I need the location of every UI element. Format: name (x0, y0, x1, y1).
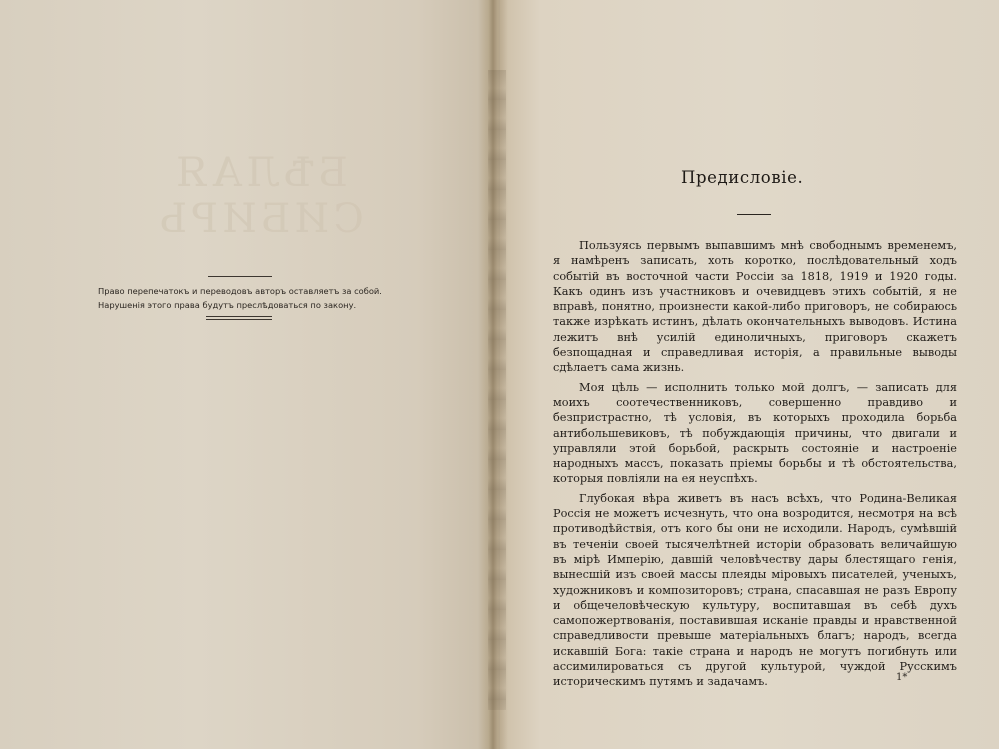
paragraph: Глубокая вѣра живетъ въ насъ всѣхъ, что Родина-Великая Россія не можетъ исчезнуть, что она возродится, несмотря на всѣ противодѣйствія, отъ кого бы они не исходили. Народъ, сумѣвшій въ теченіи своей тысячелѣтней исторіи образовать величайшую въ мірѣ Имперію, давшій человѣчеству дары блестящаго генія, вынесшій изъ своей массы плеяды міровыхъ писателей, ученыхъ, художниковъ и композиторовъ; страна, спасавшая не разъ Европу и общечеловѣческую культуру, воспитавшая въ себѣ духъ самопожертвованія, поставившая исканіе правды и нравственной справедливости превыше матеріальныхъ благъ; народъ, всегда искавшій Бога: такіе страна и народъ не могутъ погибнуть или ассимилироваться съ другой культурой, чуждой Русскимъ историческимъ путямъ и задачамъ. (553, 491, 957, 689)
page-number: 1* (896, 672, 908, 683)
preface-body (553, 238, 957, 694)
paragraph: Пользуясь первымъ выпавшимъ мнѣ свободнымъ временемъ, я намѣренъ записать, хоть коротко, послѣдовательный ходъ событій въ восточной части Россіи за 1818, 1919 и 1920 годы. Какъ одинъ изъ участниковъ и очевидцевъ этихъ событій, я не вправѣ, понятно, произнести какой-либо приговоръ, не собираюсь также изрѣкать истинъ, дѣлать окончательныхъ выводовъ. Истина лежитъ внѣ усилій единоличныхъ, приговоръ скажетъ безпощадная и справедливая исторія, а правильные выводы сдѣлаетъ сама жизнь. (553, 239, 957, 375)
paragraph: Моя цѣль — исполнить только мой долгъ, — записать для моихъ соотечественниковъ, совершенно правдиво и безпристрастно, тѣ условія, въ которыхъ проходила борьба антибольшевиковъ, тѣ побуждающія причины, что двигали и управляли этой борьбой, раскрыть состояніе и настроеніе народныхъ массъ, показать пріемы борьбы и тѣ обстоятельства, которыя повліяли на ея неуспѣхъ. (553, 380, 957, 486)
gutter-stain (488, 70, 506, 710)
bleed-through-text (235, 30, 405, 44)
bottom-rule-double (206, 319, 272, 320)
top-rule (208, 276, 272, 277)
rights-line-2: Нарушенія этого права будутъ преслѣдоваться по закону. (98, 300, 357, 310)
bottom-rule (206, 316, 272, 317)
page-title: Предисловіе. (681, 168, 804, 187)
title-rule (737, 214, 771, 215)
rights-notice (98, 284, 398, 312)
bleed-through-title: БѢЛАЯ СИБИРЬ (156, 150, 364, 242)
rights-line-1: Право перепечатокъ и переводовъ авторъ оставляетъ за собой. (98, 286, 382, 296)
left-page (0, 0, 490, 749)
